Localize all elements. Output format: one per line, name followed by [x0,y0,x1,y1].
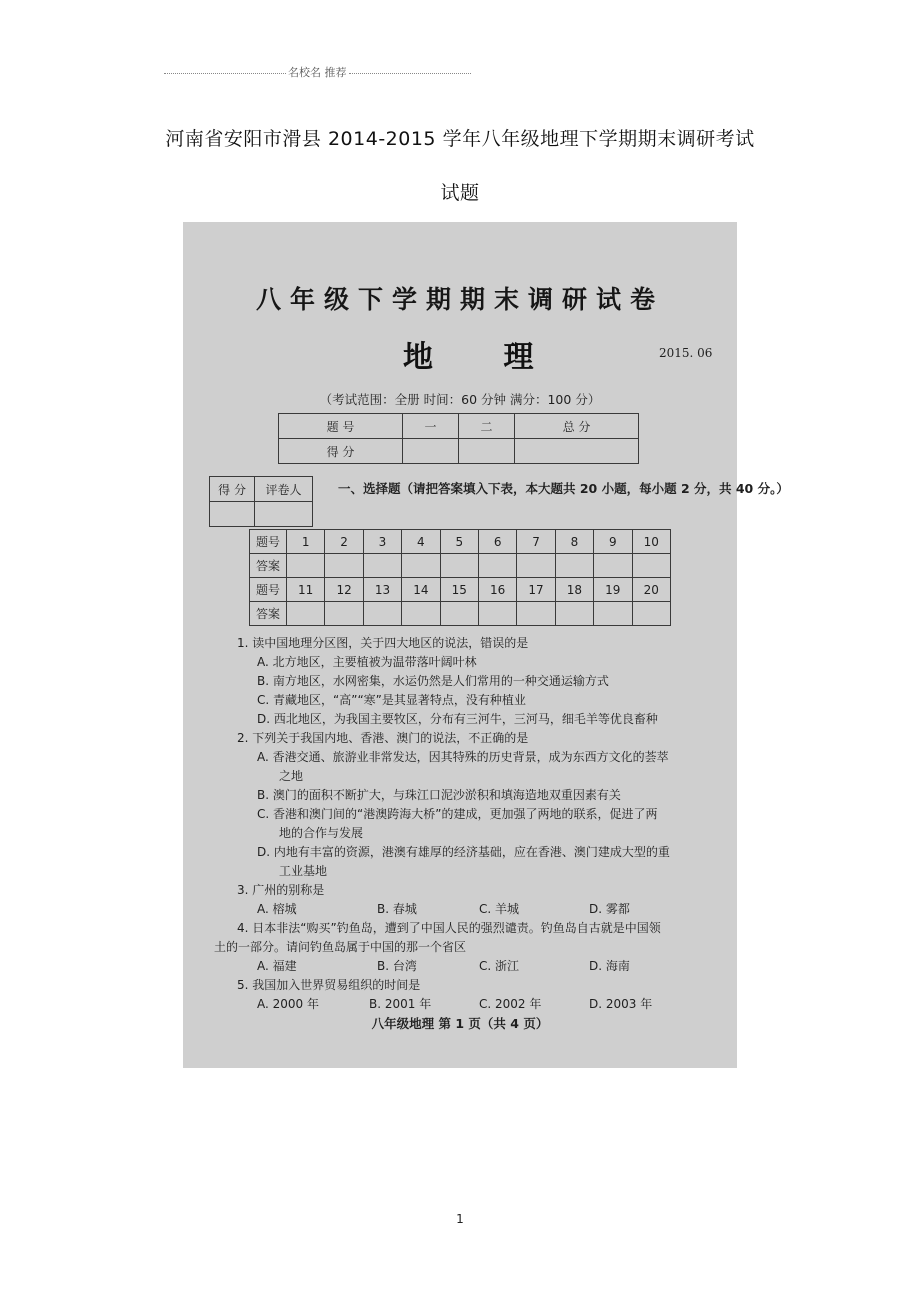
header-dots-right [349,73,471,74]
table-cell: 二 [458,414,514,439]
table-cell: 3 [363,530,401,554]
exam-date: 2015. 06 [659,346,713,360]
table-cell: 得 分 [279,439,403,464]
table-cell [594,602,632,626]
table-cell: 11 [287,578,325,602]
table-row [250,578,671,602]
table-cell: 12 [325,578,363,602]
table-cell: 答案 [250,554,287,578]
option-1b: B. 南方地区，水网密集，水运仍然是人们常用的一种交通运输方式 [257,674,609,688]
question-4-line2: 土的一部分。请问钓鱼岛属于中国的那一个省区 [214,940,467,954]
table-cell: 一 [403,414,459,439]
table-cell: 得 分 [210,477,255,502]
table-cell: 13 [363,578,401,602]
option-3d: D. 雾都 [589,902,630,916]
option-2c-line1: C. 香港和澳门间的“港澳跨海大桥”的建成，更加强了两地的联系，促进了两 [257,807,658,821]
table-cell: 15 [440,578,478,602]
exam-title: 八年级下学期期末调研试卷 [255,285,664,314]
table-cell [555,554,593,578]
option-5a: A. 2000 年 [257,997,319,1011]
table-cell [478,602,516,626]
table-cell: 8 [555,530,593,554]
table-cell: 7 [517,530,555,554]
table-row [279,414,639,439]
question-5: 5. 我国加入世界贸易组织的时间是 [237,978,421,992]
table-cell [517,602,555,626]
table-cell: 9 [594,530,632,554]
table-row [250,602,671,626]
answer-table [249,529,671,626]
table-cell: 4 [402,530,440,554]
option-4a: A. 福建 [257,959,297,973]
document-title-line2: 试题 [440,182,480,204]
option-5b: B. 2001 年 [369,997,432,1011]
question-3: 3. 广州的别称是 [237,883,325,897]
option-2d-line2: 工业基地 [279,864,328,878]
table-cell [440,554,478,578]
exam-range: （考试范围：全册 时间：60 分钟 满分：100 分） [319,392,601,407]
table-cell [517,554,555,578]
option-4d: D. 海南 [589,959,630,973]
table-cell [458,439,514,464]
question-1: 1. 读中国地理分区图，关于四大地区的说法，错误的是 [237,636,529,650]
option-4c: C. 浙江 [479,959,520,973]
option-4b: B. 台湾 [377,959,417,973]
table-cell [402,554,440,578]
page-header [162,64,467,80]
table-cell [632,602,670,626]
option-3a: A. 榕城 [257,902,297,916]
option-5c: C. 2002 年 [479,997,542,1011]
table-cell [555,602,593,626]
table-cell [363,602,401,626]
table-cell: 题号 [250,530,287,554]
table-cell: 5 [440,530,478,554]
document-title-line1: 河南省安阳市滑县 2014-2015 学年八年级地理下学期期末调研考试 [165,128,755,150]
table-cell [632,554,670,578]
table-cell: 2 [325,530,363,554]
table-cell: 总 分 [514,414,638,439]
grader-table [209,476,313,527]
option-2a-line1: A. 香港交通、旅游业非常发达，因其特殊的历史背景，成为东西方文化的荟萃 [257,750,669,764]
table-cell [478,554,516,578]
exam-subject: 地 理 [403,340,564,375]
scanned-exam-image [183,222,789,1068]
table-cell [363,554,401,578]
table-cell: 答案 [250,602,287,626]
question-4-line1: 4. 日本非法“购买”钓鱼岛，遭到了中国人民的强烈谴责。钓鱼岛自古就是中国领 [237,921,661,935]
option-1c: C. 青藏地区，“高”“寒”是其显著特点，没有种植业 [257,693,526,707]
score-table [278,413,639,464]
table-cell [403,439,459,464]
table-cell: 题号 [250,578,287,602]
header-dots-left [164,73,286,74]
table-cell: 题 号 [279,414,403,439]
table-cell: 17 [517,578,555,602]
table-cell [594,554,632,578]
table-cell [255,502,313,527]
table-cell [325,602,363,626]
table-cell: 1 [287,530,325,554]
table-cell [402,602,440,626]
option-1a: A. 北方地区，主要植被为温带落叶阔叶林 [257,655,477,669]
table-row [250,554,671,578]
option-2a-line2: 之地 [279,769,304,783]
table-row [210,502,313,527]
table-row [250,530,671,554]
header-label: 名校名 推荐 [288,66,347,79]
table-cell: 19 [594,578,632,602]
table-cell [514,439,638,464]
table-cell: 18 [555,578,593,602]
table-cell [210,502,255,527]
table-cell [287,554,325,578]
table-cell: 6 [478,530,516,554]
table-cell: 20 [632,578,670,602]
table-cell [287,602,325,626]
question-2: 2. 下列关于我国内地、香港、澳门的说法，不正确的是 [237,731,529,745]
exam-page-footer: 八年级地理 第 1 页（共 4 页） [371,1016,549,1031]
option-1d: D. 西北地区，为我国主要牧区，分布有三河牛，三河马，细毛羊等优良畜种 [257,712,658,726]
option-3c: C. 羊城 [479,902,520,916]
table-cell: 14 [402,578,440,602]
table-cell: 16 [478,578,516,602]
page-number: 1 [456,1212,464,1226]
option-5d: D. 2003 年 [589,997,653,1011]
option-2b: B. 澳门的面积不断扩大，与珠江口泥沙淤积和填海造地双重因素有关 [257,788,621,802]
option-2d-line1: D. 内地有丰富的资源，港澳有雄厚的经济基础，应在香港、澳门建成大型的重 [257,845,670,859]
option-3b: B. 春城 [377,902,417,916]
table-cell: 评卷人 [255,477,313,502]
section-heading: 一、选择题（请把答案填入下表，本大题共 20 小题，每小题 2 分，共 40 分。） [338,481,789,496]
table-cell [440,602,478,626]
table-cell: 10 [632,530,670,554]
table-cell [325,554,363,578]
table-row [279,439,639,464]
table-row [210,477,313,502]
option-2c-line2: 地的合作与发展 [279,826,364,840]
